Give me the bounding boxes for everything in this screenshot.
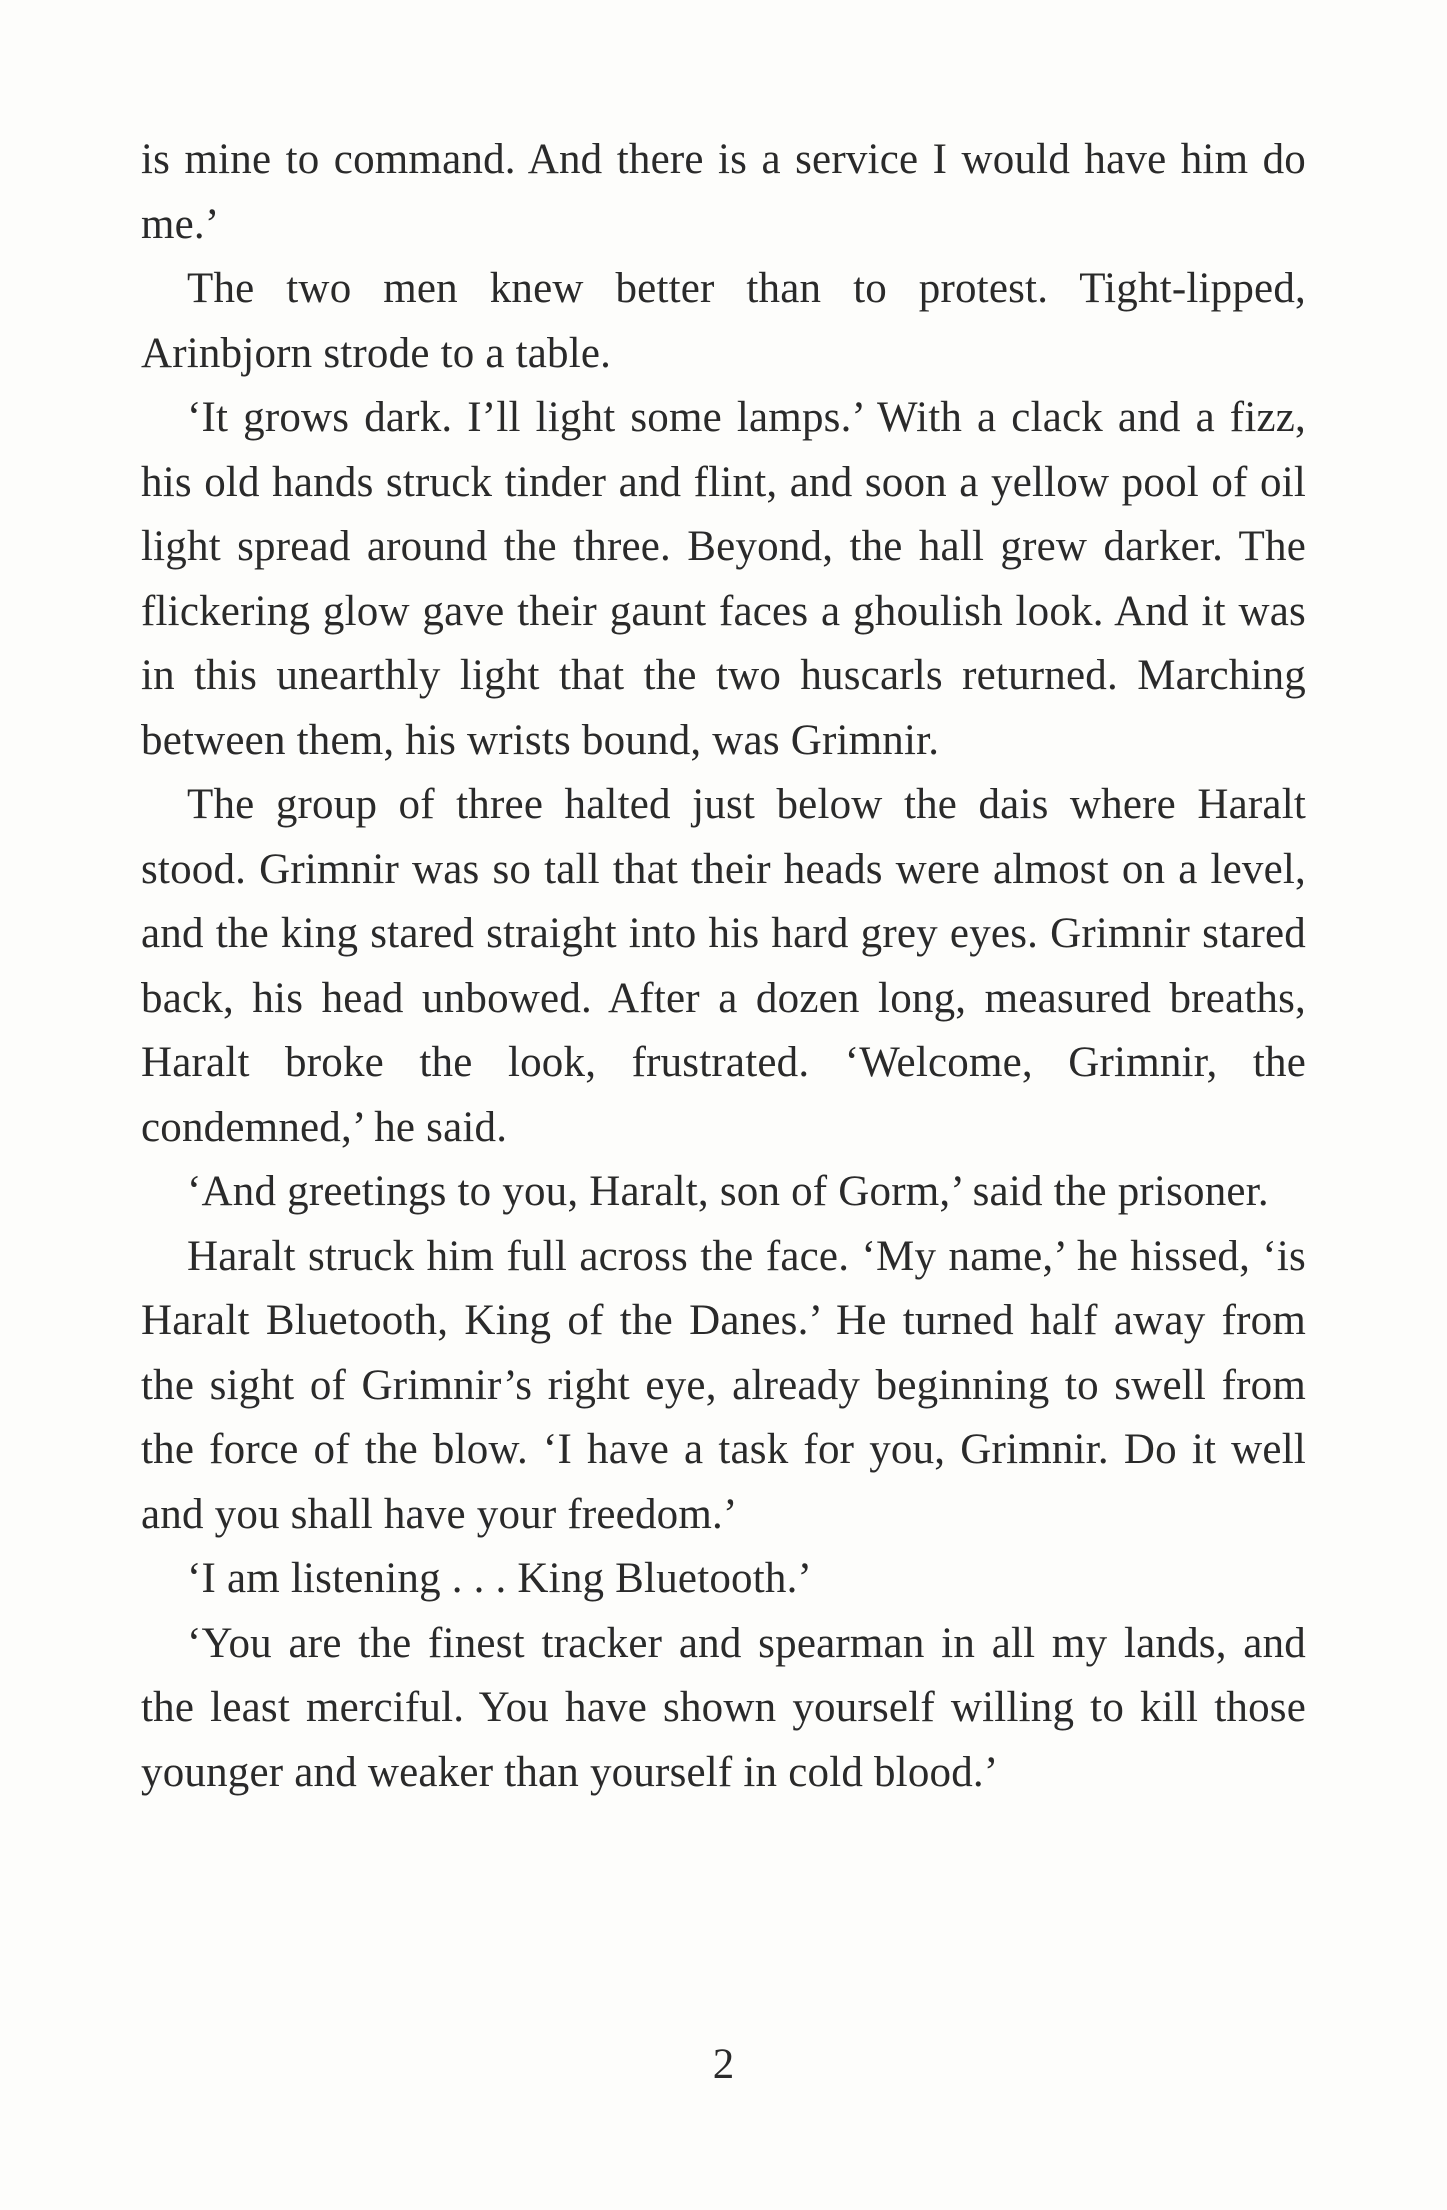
paragraph-4: The group of three halted just below the dais where Haralt stood. Grimnir was so tall that their heads were almost on a level, and the king stared straight into his hard grey eyes. Grimnir stared back, his head unbowed. After a dozen long, measured breaths, Haralt broke the look, frustrated. ‘Welcome, Grimnir, the condemned,’ he said. [141,781,1306,1151]
body-text [141,128,1306,1805]
paragraph-2: The two men knew better than to protest. Tight-lipped, Arinbjorn strode to a table. [141,265,1306,377]
paragraph-7: ‘I am listening . . . King Bluetooth.’ [187,1555,813,1602]
paragraph-1: is mine to command. And there is a service I would have him do me.’ [141,136,1306,248]
paragraph-5: ‘And greetings to you, Haralt, son of Gorm,’ said the prisoner. [187,1168,1269,1215]
paragraph-6: Haralt struck him full across the face. ‘My name,’ he hissed, ‘is Haralt Bluetooth, King of the Danes.’ He turned half away from the sight of Grimnir’s right eye, already beginning to swell from the force of the blow. ‘I have a task for you, Grimnir. Do it well and you shall have your freedom.’ [141,1232,1306,1538]
paragraph-3: ‘It grows dark. I’ll light some lamps.’ With a clack and a fizz, his old hands struck tinder and flint, and soon a yellow pool of oil light spread around the three. Beyond, the hall grew darker. The flickering glow gave their gaunt faces a ghoulish look. And it was in this unearthly light that the two huscarls returned. Marching between them, his wrists bound, was Grimnir. [141,394,1306,764]
paragraph-8: ‘You are the finest tracker and spearman in all my lands, and the least merciful. You have shown yourself willing to kill those younger and weaker than yourself in cold blood.’ [141,1619,1306,1796]
page-number: 2 [712,2041,735,2088]
